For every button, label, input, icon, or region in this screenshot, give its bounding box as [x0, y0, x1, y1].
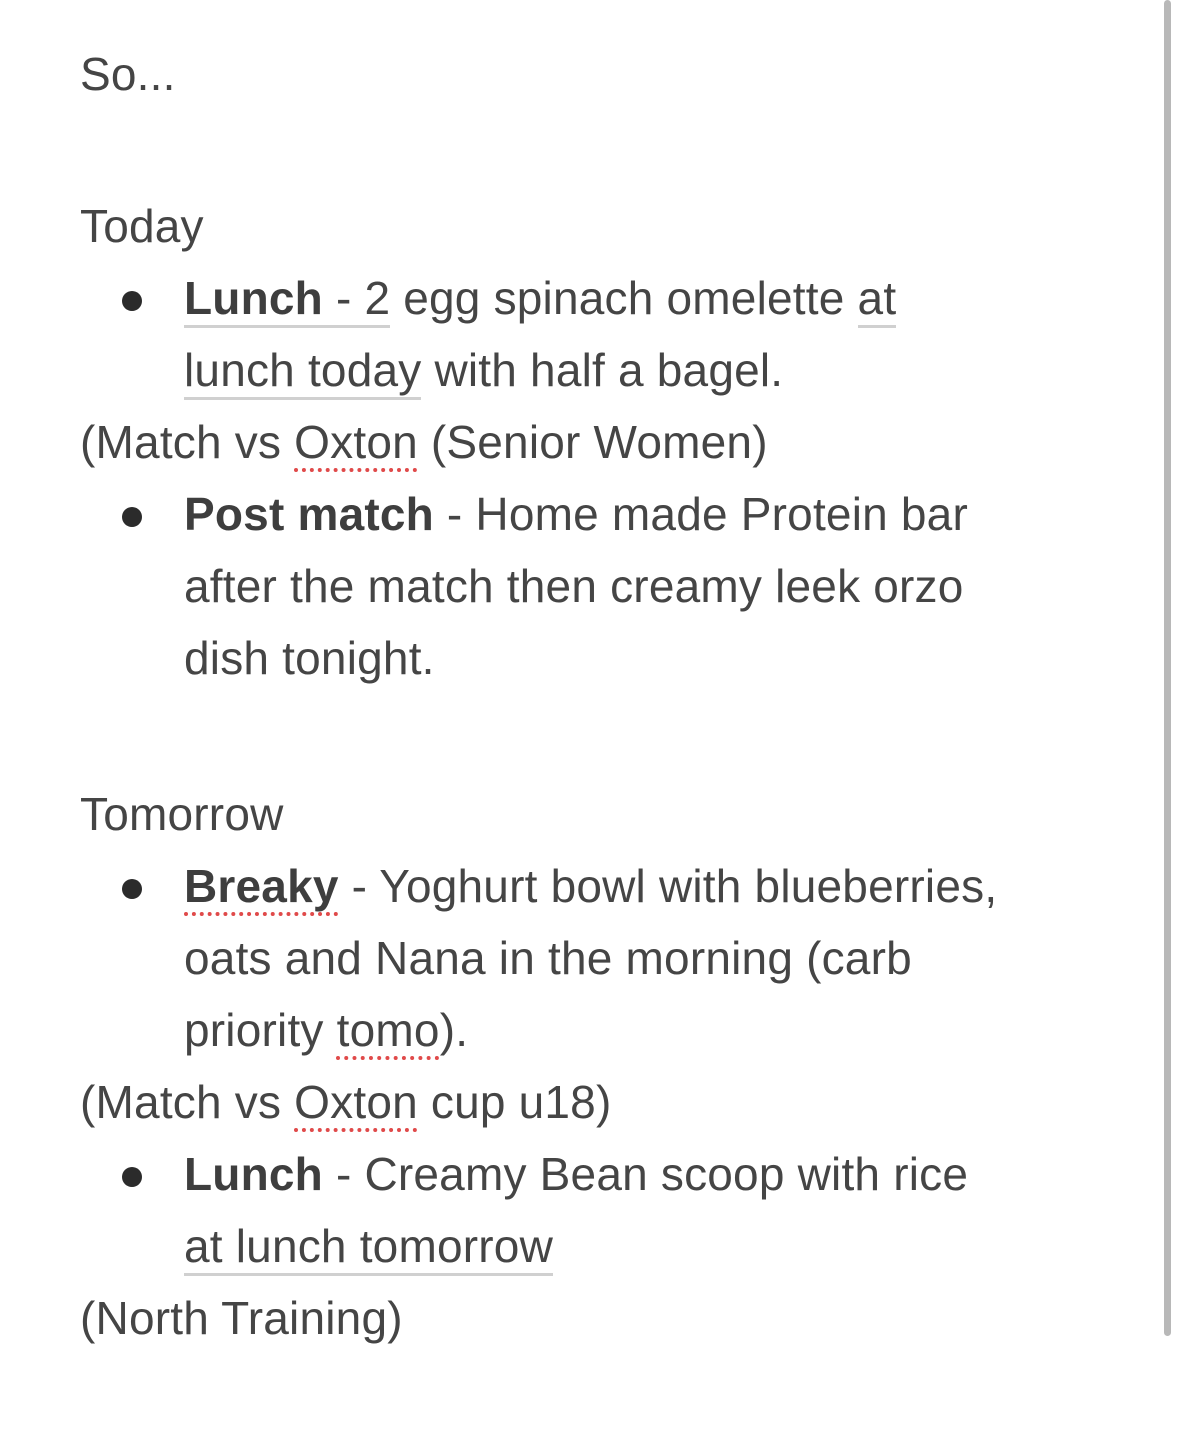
match-suffix: cup u18)	[417, 1076, 612, 1128]
list-item-post-match	[80, 478, 1140, 694]
today-lunch-line-1	[184, 262, 1140, 334]
lunch-today-link[interactable]: lunch today	[184, 344, 421, 400]
bullet-icon	[122, 507, 142, 527]
note-body[interactable]	[80, 38, 1140, 1354]
list-item-today-lunch	[80, 262, 1140, 406]
today-lunch-text: egg spinach omelette	[390, 272, 858, 324]
breaky-line-2: oats and Nana in the morning (carb	[184, 932, 912, 984]
egg-count: 2	[364, 272, 391, 324]
breaky-line-1	[184, 850, 1140, 922]
bullet-icon	[122, 291, 142, 311]
list-item-tomorrow-lunch	[80, 1138, 1140, 1282]
tomorrow-lunch-label: Lunch	[184, 1148, 323, 1200]
breaky-text-3a: priority	[184, 1004, 337, 1056]
today-lunch-label: Lunch	[184, 272, 323, 324]
post-match-text: - Home made Protein bar	[433, 488, 968, 540]
today-lunch-line-2	[184, 334, 1140, 406]
bullet-icon	[122, 879, 142, 899]
post-match-label: Post match	[184, 488, 434, 540]
separator: -	[322, 272, 365, 324]
today-lunch-tail: with half a bagel.	[421, 344, 784, 396]
today-heading: Today	[80, 200, 204, 252]
tomorrow-match-line	[80, 1066, 1140, 1138]
match-prefix: (Match vs	[80, 1076, 295, 1128]
list-item-breaky	[80, 850, 1140, 1066]
tomorrow-lunch-text: - Creamy Bean scoop with rice	[322, 1148, 969, 1200]
tomorrow-heading: Tomorrow	[80, 788, 284, 840]
breaky-line-3	[184, 994, 1140, 1066]
match-prefix: (Match vs	[80, 416, 295, 468]
today-match-line	[80, 406, 1140, 478]
bullet-icon	[122, 1167, 142, 1187]
lunch-link[interactable]	[184, 272, 390, 328]
post-match-line-3: dish tonight.	[184, 632, 435, 684]
post-match-line-1	[184, 478, 1140, 550]
tomorrow-lunch-line-2	[184, 1210, 1140, 1282]
misspelled-word[interactable]: tomo	[336, 1004, 440, 1056]
misspelled-word[interactable]: Oxton	[294, 416, 418, 468]
match-suffix: (Senior Women)	[417, 416, 768, 468]
lunch-tomorrow-link[interactable]: at lunch tomorrow	[184, 1220, 553, 1276]
blank-line	[80, 694, 1140, 778]
tomorrow-lunch-line-1	[184, 1138, 1140, 1210]
breaky-label[interactable]: Breaky	[184, 860, 339, 912]
training-line: (North Training)	[80, 1292, 403, 1344]
breaky-text-3b: ).	[439, 1004, 469, 1056]
misspelled-word[interactable]: Oxton	[294, 1076, 418, 1128]
scrollbar[interactable]	[1164, 0, 1171, 1336]
post-match-line-2: after the match then creamy leek orzo	[184, 560, 964, 612]
breaky-text: - Yoghurt bowl with blueberries,	[338, 860, 998, 912]
intro-text: So...	[80, 48, 176, 100]
blank-line	[80, 110, 1140, 190]
at-link[interactable]: at	[858, 272, 897, 328]
